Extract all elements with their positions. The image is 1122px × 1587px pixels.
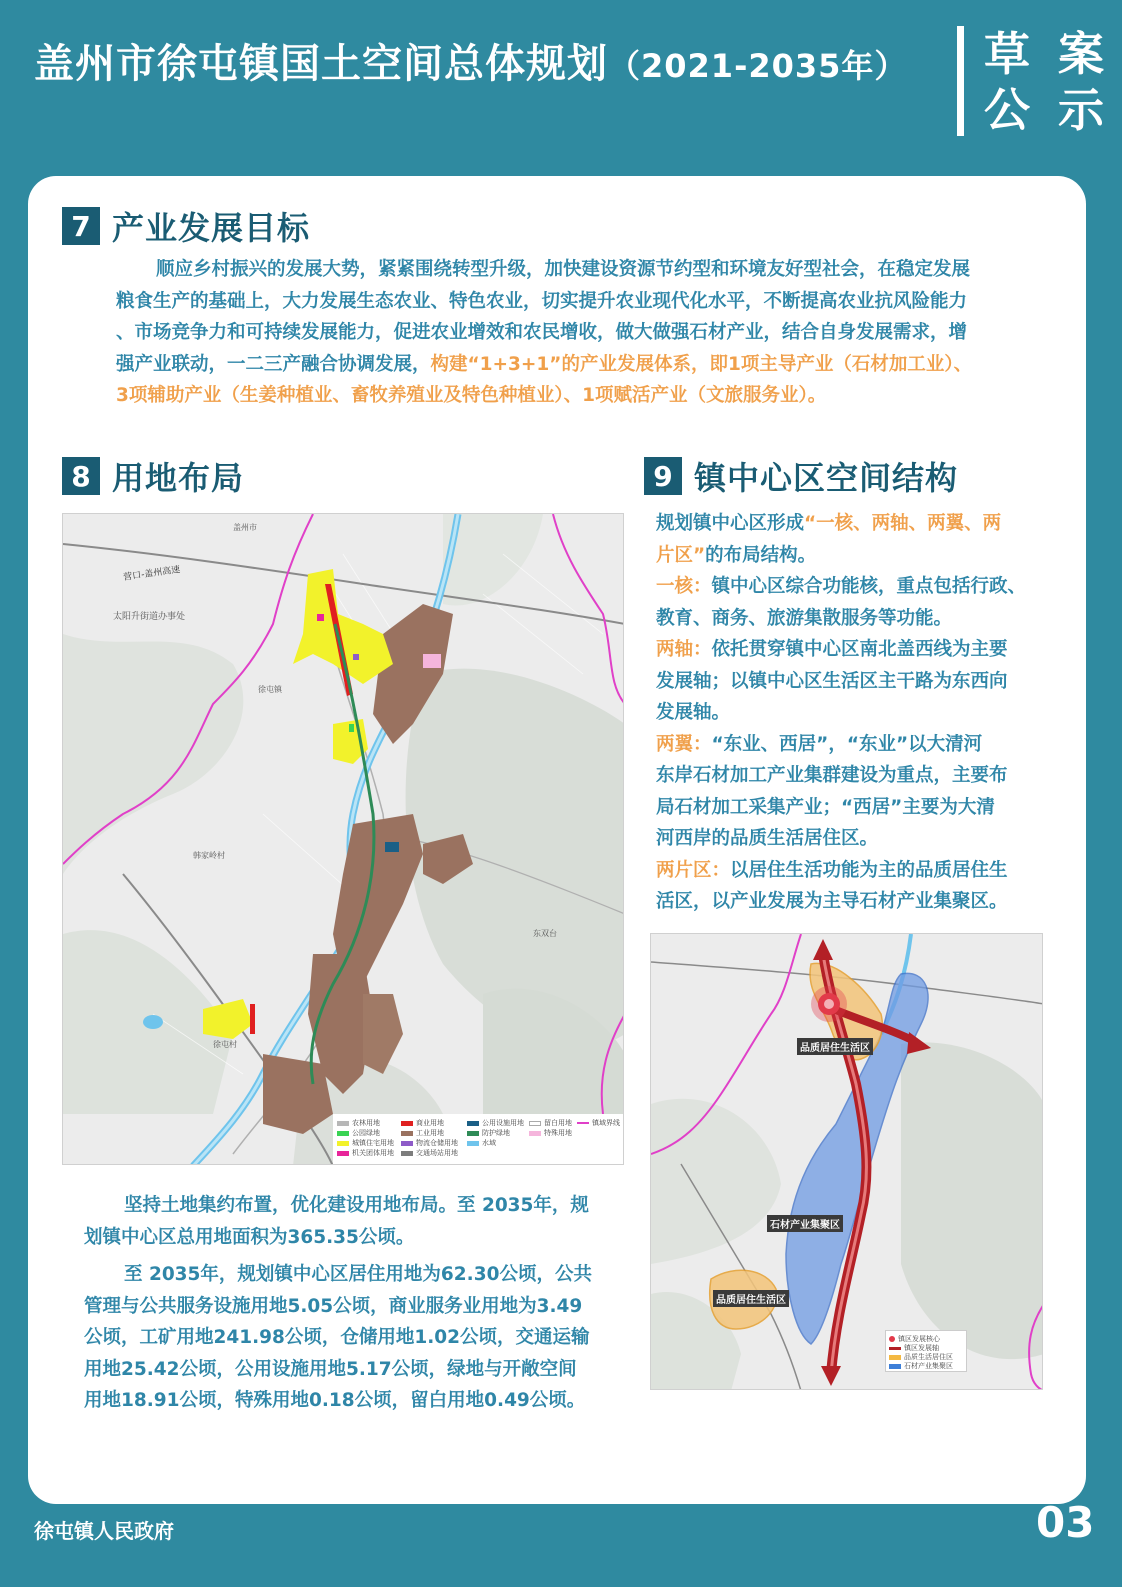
legend8-item: 水域 <box>467 1138 496 1148</box>
s7-line-1: 顺应乡村振兴的发展大势，紧紧围绕转型升级，加快建设资源节约型和环境友好型社会，在稳定发展 <box>156 259 971 280</box>
s9-wing-text-4: 河西岸的品质生活居住区。 <box>656 828 879 849</box>
s9-axis-text-3: 发展轴。 <box>656 702 731 723</box>
spatial-structure-map <box>650 933 1043 1390</box>
s9-intro-a: 规划镇中心区形成 <box>656 513 805 534</box>
map8-label-gaizhou: 盖州市 <box>233 523 257 532</box>
land-use-legend <box>333 1114 624 1165</box>
legend9-item: 镇区发展核心 <box>889 1334 940 1344</box>
s8-p2-line-1: 至 2035年，规划镇中心区居住用地为62.30公顷，公共 <box>124 1264 592 1285</box>
map8-label-expressway: 营口-盖州高速 <box>122 565 181 583</box>
s8-p2-line-3: 公顷，工矿用地241.98公顷，仓储用地1.02公顷，交通运输 <box>84 1327 590 1348</box>
legend8-item: 商业用地 <box>401 1118 444 1128</box>
legend8-item: 农林用地 <box>337 1118 380 1128</box>
s7-highlight-line: 3项辅助产业（生姜种植业、畜牧养殖业及特色种植业）、1项赋活产业（文旅服务业）。 <box>116 385 827 406</box>
s7-line-2: 粮食生产的基础上，大力发展生态农业、特色农业，切实提升农业现代化水平，不断提高农业抗风险能力 <box>116 290 968 312</box>
s8-p1-line-2: 划镇中心区总用地面积为365.35公顷。 <box>84 1226 415 1248</box>
spatial-structure-map-svg <box>651 934 1043 1390</box>
s9-wing-text-1: “东业、西居”，“东业”以大清河 <box>711 733 983 755</box>
legend8-item: 防护绿地 <box>467 1128 510 1138</box>
s9-wing-text-3: 局石材加工采集产业；“西居”主要为大清 <box>656 796 995 818</box>
legend8-item: 城镇住宅用地 <box>337 1138 394 1148</box>
draft-badge <box>984 26 1110 138</box>
s9-zone-label: 两片区： <box>656 859 731 881</box>
s9-axis-text-1: 依托贯穿镇中心区南北盖西线为主要 <box>711 639 1008 660</box>
land-use-map <box>62 513 624 1165</box>
section-7-heading <box>62 203 310 249</box>
s8-p2-line-2: 管理与公共服务设施用地5.05公顷，商业服务业用地为3.49 <box>84 1295 583 1317</box>
s8-p2-line-5: 用地18.91公顷，特殊用地0.18公顷，留白用地0.49公顷。 <box>84 1390 586 1411</box>
section-9-body <box>656 508 1066 918</box>
legend8-item: 公园绿地 <box>337 1128 380 1138</box>
section-8-body <box>84 1190 644 1417</box>
footer-organization: 徐屯镇人民政府 <box>34 1519 174 1543</box>
section-8-heading <box>62 453 244 499</box>
legend9-item: 石材产业集聚区 <box>889 1361 953 1371</box>
page-number: 03 <box>1036 1498 1095 1547</box>
s9-intro-highlight: “一核、两轴、两翼、两 <box>804 513 1002 534</box>
s9-core-label: 一核： <box>656 576 712 597</box>
s9-wing-text-2: 东岸石材加工产业集群建设为重点，主要布 <box>656 765 1008 786</box>
map8-label-hanjialing: 韩家岭村 <box>193 851 225 860</box>
section-9-title: 镇中心区空间结构 <box>694 459 959 497</box>
s9-core-text-1: 镇中心区综合功能核，重点包括行政、 <box>711 576 1027 597</box>
draft-line-1: 草 案 <box>984 27 1111 81</box>
page-header <box>0 0 1122 160</box>
legend8-item: 交通场站用地 <box>401 1148 458 1158</box>
legend8-item: 镇域界线 <box>577 1118 620 1128</box>
s7-highlight-inline: 构建“1+3+1”的产业发展体系，即1项主导产业（石材加工业）、 <box>430 353 973 375</box>
section-8-title: 用地布局 <box>112 459 245 497</box>
section-8-number: 8 <box>62 457 100 495</box>
map9-label-living-north: 品质居住生活区 <box>797 1038 873 1055</box>
s9-axis-text-2: 发展轴；以镇中心区生活区主干路为东西向 <box>656 670 1008 692</box>
legend8-item: 公用设施用地 <box>467 1118 524 1128</box>
s7-line-3: 、市场竞争力和可持续发展能力，促进农业增效和农民增收，做大做强石材产业，结合自身发展需求，增 <box>116 322 968 343</box>
legend8-item: 留白用地 <box>529 1118 572 1128</box>
s9-intro-highlight-2: 片区” <box>656 544 706 566</box>
section-9-number: 9 <box>644 457 682 495</box>
s8-p2-line-4: 用地25.42公顷，公用设施用地5.17公顷，绿地与开敞空间 <box>84 1358 577 1380</box>
s9-wing-label: 两翼： <box>656 733 712 755</box>
section-7-body <box>116 254 1066 412</box>
legend9-item: 品质生活居住区 <box>889 1352 953 1362</box>
draft-line-2: 公 示 <box>984 83 1111 137</box>
page-title-main: 盖州市徐屯镇国土空间总体规划 <box>34 41 608 87</box>
section-7-title: 产业发展目标 <box>112 209 311 247</box>
map9-label-industry: 石材产业集聚区 <box>767 1215 843 1232</box>
map8-label-xutun: 徐屯镇 <box>258 685 282 694</box>
page-title <box>34 32 907 89</box>
map9-label-living-south: 品质居住生活区 <box>713 1290 789 1307</box>
legend8-item: 工业用地 <box>401 1128 444 1138</box>
s9-intro-b: 的布局结构。 <box>705 544 817 566</box>
legend8-item: 特殊用地 <box>529 1128 572 1138</box>
s9-zone-text-1: 以居住生活功能为主的品质居住生 <box>730 859 1008 881</box>
s9-core-text-2: 教育、商务、旅游集散服务等功能。 <box>656 607 953 629</box>
header-divider <box>957 26 964 136</box>
s8-p1-line-1: 坚持土地集约布置，优化建设用地布局。至 2035年，规 <box>124 1195 589 1216</box>
map8-label-taiyangsheng: 太阳升街道办事处 <box>113 612 186 622</box>
legend9-item: 镇区发展轴 <box>889 1343 939 1353</box>
legend8-item: 机关团体用地 <box>337 1148 394 1158</box>
s7-line-4: 强产业联动，一二三产融合协调发展， <box>116 353 431 375</box>
map8-label-xutuncun: 徐屯村 <box>213 1040 237 1049</box>
map8-label-dongshuangtai: 东双台 <box>533 929 557 938</box>
s9-zone-text-2: 活区，以产业发展为主导石材产业集聚区。 <box>656 891 1008 912</box>
s9-axis-label: 两轴： <box>656 639 712 660</box>
page-title-years: （2021-2035年） <box>608 47 908 85</box>
section-9-heading <box>644 453 958 499</box>
structure-legend <box>885 1330 967 1372</box>
section-7-number: 7 <box>62 207 100 245</box>
legend8-item: 物流仓储用地 <box>401 1138 458 1148</box>
